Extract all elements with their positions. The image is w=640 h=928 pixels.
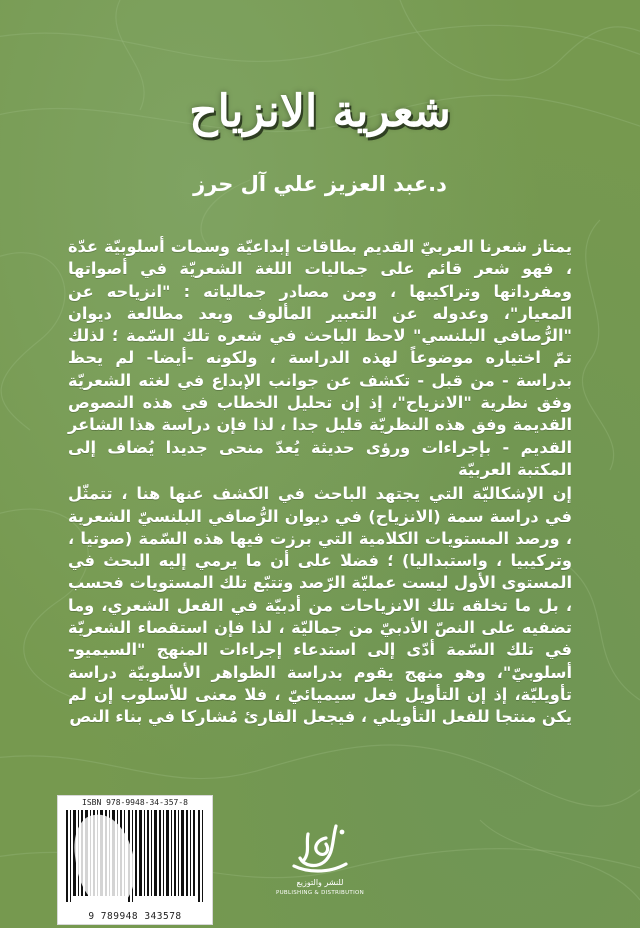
barcode-digits: 9 789948 343578 xyxy=(88,911,182,922)
publisher-logo xyxy=(272,820,368,920)
publisher-arabic-name: للنشر والتوزيع xyxy=(296,878,344,887)
book-title: شعرية الانزياح xyxy=(189,86,451,137)
blurb-paragraph-1: يمتاز شعرنا العربيّ القديم بطاقات إبداعيّة وسمات أسلوبيّة عدّة ، فهو شعر قائم على جماليات اللغة الشعريّة في أصواتها ومفرداتها وتراكيبها ، ومن مصادر جمالياته : "انزياحه عن المعيار"، وعدوله عن التعبير المألوف وبعد مطالعة ديوان "الرُّصافي البلنسي" لاحظ الباحث في شعره تلك السّمة ؛ لذلك تمّ اختياره موضوعاً لهذه الدراسة ، ولكونه -أيضا- لم يحظ بدراسة - من قبل - تكشف عن جوانب الإبداع في لغته الشعريّة وفق نظرية "الانزياح"، إذ إن تحليل الخطاب في هذه النصوص القديمة وفق هذه النظريّة قليل جدا ، لذا فإن دراسة هذا الشاعر القديم - بإجراءات ورؤى حديثة يُعدّ منحى جديدا يُضاف إلى المكتبة العربيّة xyxy=(68,237,572,479)
isbn-label: ISBN 978-9948-34-357-8 xyxy=(82,798,188,807)
author-name: د.عبد العزيز علي آل حرز xyxy=(193,172,447,196)
publisher-english-name: PUBLISHING & DISTRIBUTION xyxy=(275,890,365,896)
blurb-paragraph-2: إن الإشكاليّة التي يجتهد الباحث في الكشف عنها هنا ، تتمثّل في دراسة سمة (الانزياح) في ديوان الرُّصافي البلنسيّ الشعرية ، ورصد المستويات الكلامية التي برزت فيها هذه السّمة (صوتيا ، وتركيبيا ، واستبداليا) ؛ فضلا على أن ما يرمي إليه البحث في المستوى الأول ليست عمليّة الرّصد وتتبّع تلك المستويات فحسب ، بل ما تخلقه تلك الانزياحات من أدبيّة في الفعل الشعري، وما تضفيه على النصّ الأدبيّ من جماليّة ، لذا فإن استقصاء الشعريّة في تلك السّمة أدّى إلى استدعاء إجراءات المنهج "السيميو- أسلوبيّ"، وهو منهج يقوم بدراسة الظواهر الأسلوبيّة دراسة تأويليّة، إذ إن التأويل فعل سيميائيّ ، فلا معنى للأسلوب إن لم يكن منتجا للفعل التأويلي ، فيجعل القارئ مُشاركا في بناء النص xyxy=(68,484,572,727)
isbn-barcode xyxy=(57,795,213,925)
publisher-calligraphy-icon xyxy=(286,820,354,878)
back-cover-blurb xyxy=(68,236,572,729)
